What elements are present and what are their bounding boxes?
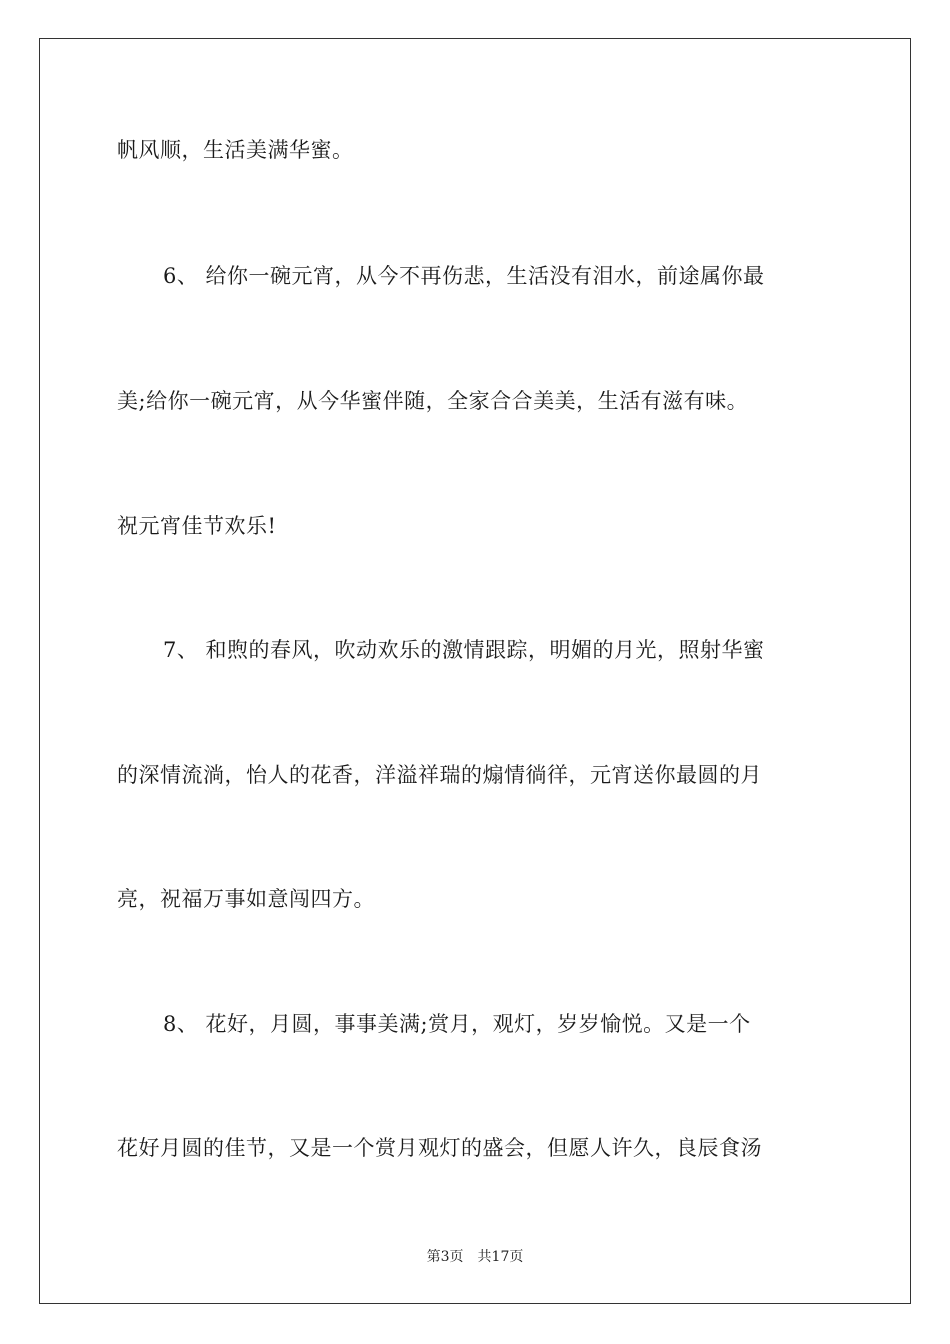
text-line-3: 美;给你一碗元宵，从今华蜜伴随，全家合合美美，生活有滋有味。 xyxy=(117,389,749,413)
page-total: 共17页 xyxy=(477,1249,524,1265)
page-frame xyxy=(39,38,911,1304)
text-line-1: 帆风顺，生活美满华蜜。 xyxy=(117,138,354,162)
text-line-5: 7、 和煦的春风，吹动欢乐的激情跟踪，明媚的月光，照射华蜜 xyxy=(163,638,765,662)
text-line-2: 6、 给你一碗元宵，从今不再伤悲，生活没有泪水，前途属你最 xyxy=(163,264,765,288)
page-number: 第3页 xyxy=(426,1249,464,1265)
text-line-6: 的深情流淌，怡人的花香，洋溢祥瑞的煽情徜徉，元宵送你最圆的月 xyxy=(117,763,762,787)
text-line-8: 8、 花好，月圆，事事美满;赏月，观灯，岁岁愉悦。又是一个 xyxy=(163,1012,751,1036)
text-line-9: 花好月圆的佳节，又是一个赏月观灯的盛会，但愿人许久，良辰食汤 xyxy=(117,1136,762,1160)
text-line-7: 亮，祝福万事如意闯四方。 xyxy=(117,887,375,911)
text-line-4: 祝元宵佳节欢乐! xyxy=(117,514,277,538)
page-footer xyxy=(0,1248,950,1266)
